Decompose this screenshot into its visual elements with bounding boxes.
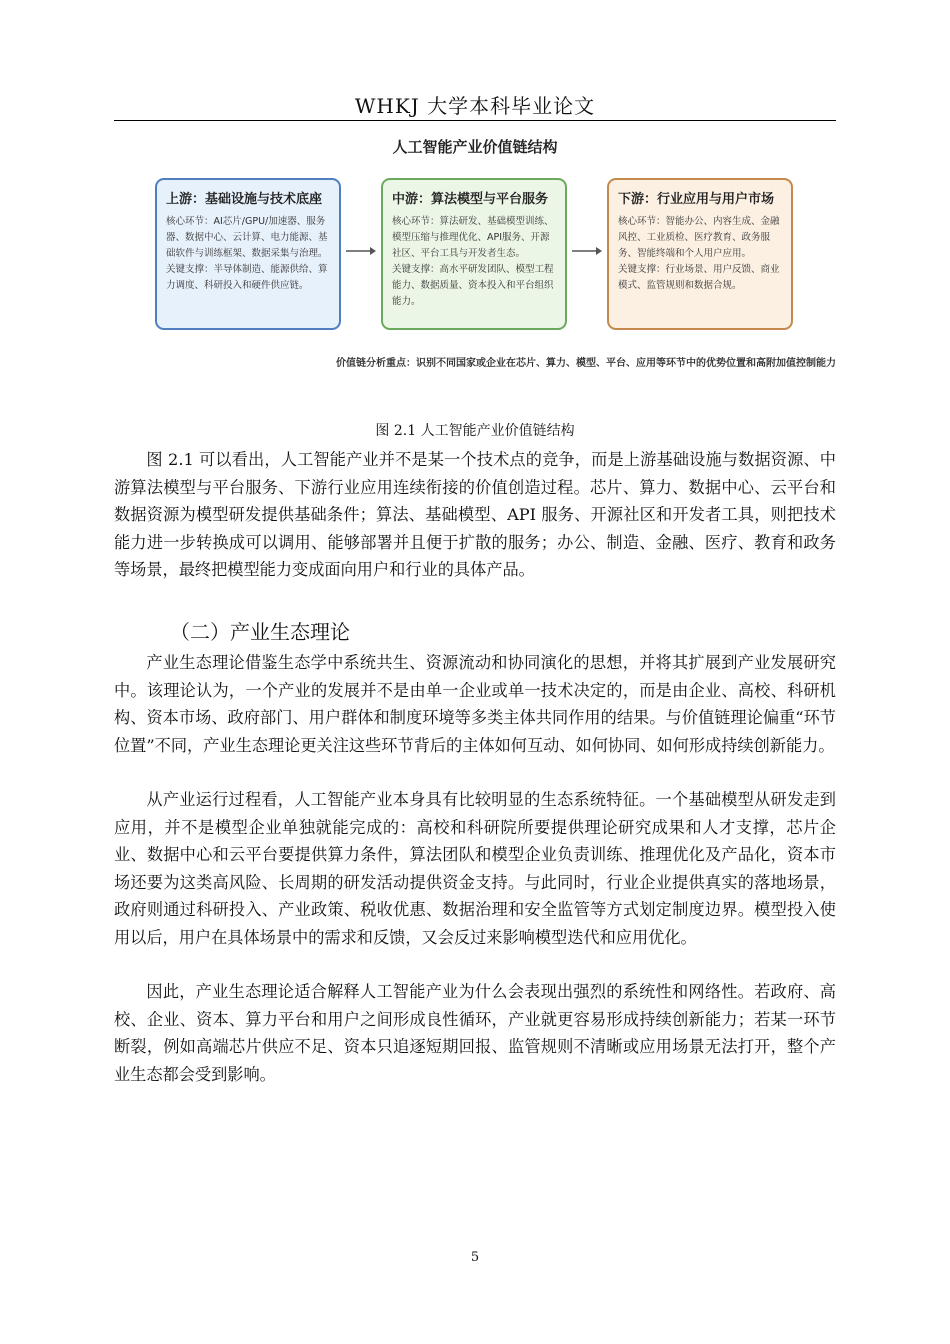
body-paragraph: 产业生态理论借鉴生态学中系统共生、资源流动和协同演化的思想，并将其扩展到产业发展研究中。该理论认为，一个产业的发展并不是由单一企业或单一技术决定的，而是由企业、高校、科研机构、资本市场、政府部门、用户群体和制度环境等多类主体共同作用的结果。与价值链理论偏重“环节位置”不同，产业生态理论更关注这些环节背后的主体如何互动、如何协同、如何形成持续创新能力。 <box>114 653 836 755</box>
midstream-core: 核心环节：算法研发、基础模型训练、模型压缩与推理优化、API服务、开源社区、平台工具与开发者生态。 <box>392 216 554 259</box>
downstream-core: 核心环节：智能办公、内容生成、金融风控、工业质检、医疗教育、政务服务、智能终端和个人用户应用。 <box>618 216 780 259</box>
page-header: WHKJ 大学本科毕业论文 <box>354 94 596 118</box>
midstream-support: 关键支撑：高水平研发团队、模型工程能力、数据质量、资本投入和平台组织能力。 <box>392 264 554 307</box>
downstream-box <box>607 178 793 330</box>
figure-note: 价值链分析重点：识别不同国家或企业在芯片、算力、模型、平台、应用等环节中的优势位置和高附加值控制能力 <box>336 358 836 369</box>
upstream-title: 上游：基础设施与技术底座 <box>166 192 323 207</box>
arrow-right-icon <box>571 244 603 258</box>
section-heading: （二）产业生态理论 <box>170 620 350 644</box>
upstream-core: 核心环节：AI芯片/GPU/加速器、服务器、数据中心、云计算、电力能源、基础软件与训练框架、数据采集与治理。 <box>166 216 328 259</box>
upstream-support: 关键支撑：半导体制造、能源供给、算力调度、科研投入和硬件供应链。 <box>166 264 328 291</box>
downstream-support: 关键支撑：行业场景、用户反馈、商业模式、监管规则和数据合规。 <box>618 264 780 291</box>
page-number: 5 <box>470 1250 480 1265</box>
body-paragraph: 从产业运行过程看，人工智能产业本身具有比较明显的生态系统特征。一个基础模型从研发走到应用，并不是模型企业单独就能完成的：高校和科研院所要提供理论研究成果和人才支撑，芯片企业、数据中心和云平台要提供算力条件，算法团队和模型企业负责训练、推理优化及产品化，资本市场还要为这类高风险、长周期的研发活动提供资金支持。与此同时，行业企业提供真实的落地场景，政府则通过科研投入、产业政策、税收优惠、数据治理和安全监管等方式划定制度边界。模型投入使用以后，用户在具体场景中的需求和反馈，又会反过来影响模型迭代和应用优化。 <box>114 790 836 947</box>
figure-title: 人工智能产业价值链结构 <box>392 138 558 156</box>
arrow-right-icon <box>345 244 377 258</box>
midstream-box <box>381 178 567 330</box>
figure-caption: 图 2.1 人工智能产业价值链结构 <box>375 423 575 439</box>
body-paragraph: 因此，产业生态理论适合解释人工智能产业为什么会表现出强烈的系统性和网络性。若政府、高校、企业、资本、算力平台和用户之间形成良性循环，产业就更容易形成持续创新能力；若某一环节断裂，例如高端芯片供应不足、资本只追逐短期回报、监管规则不清晰或应用场景无法打开，整个产业生态都会受到影响。 <box>114 982 836 1084</box>
body-paragraph: 图 2.1 可以看出，人工智能产业并不是某一个技术点的竞争，而是上游基础设施与数据资源、中游算法模型与平台服务、下游行业应用连续衔接的价值创造过程。芯片、算力、数据中心、云平台和数据资源为模型研发提供基础条件；算法、基础模型、API 服务、开源社区和开发者工具，则把技术能力进一步转换成可以调用、能够部署并且便于扩散的服务；办公、制造、金融、医疗、教育和政务等场景，最终把模型能力变成面向用户和行业的具体产品。 <box>114 450 836 579</box>
header-rule <box>114 120 836 121</box>
upstream-box <box>155 178 341 330</box>
downstream-title: 下游：行业应用与用户市场 <box>618 192 775 207</box>
midstream-title: 中游：算法模型与平台服务 <box>392 192 549 207</box>
